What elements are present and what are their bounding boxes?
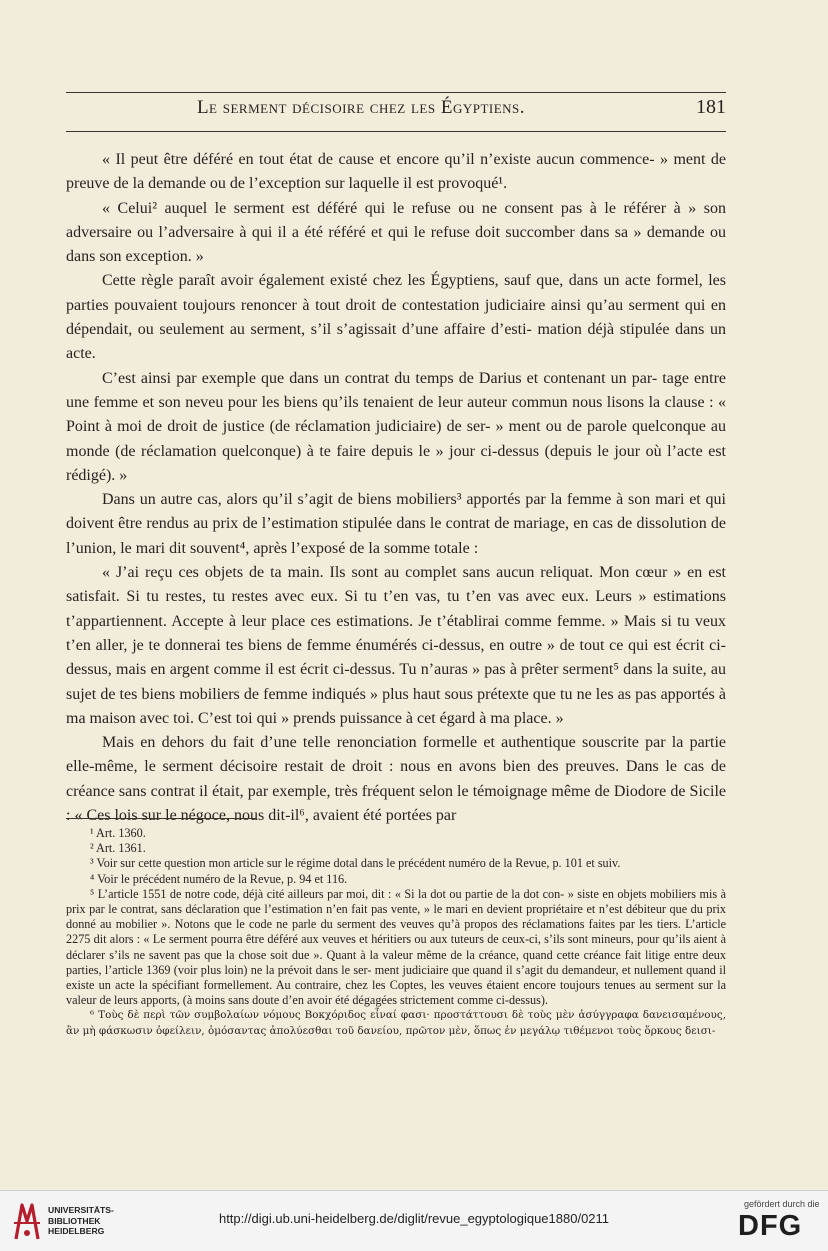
dfg-logo: DFG <box>738 1210 803 1242</box>
footnote-6: ⁶ Τοὺς δὲ περὶ τῶν συμβολαίων νόμους Βοκχόριδος εἶναί φασι· προστάττουσι δὲ τοὺς μὲν ἀσύγγραφα δανεισαμένους, ἂν μὴ φάσκωσιν ὀφείλειν, ὀμόσαντας ἀπολύεσθαι τοῦ δανείου, πρῶτον μὲν, ὅπως ἐν μεγάλῳ τιθέμενοι τοὺς ὅρκους δεισι- <box>66 1009 726 1037</box>
footnote-separator <box>66 818 256 819</box>
paragraph-7: Mais en dehors du fait d’une telle renonciation formelle et authentique souscrite par la partie elle-même, le serment décisoire restait de droit : nous en avons bien des preuves. Dans le cas de créance sans contrat il était, par exemple, très fréquent selon le témoignage même de Diodore de Sicile : « Ces lois sur le négoce, nous dit-il⁶, avaient été portées par <box>66 734 726 825</box>
header-top-rule <box>66 92 726 93</box>
footnote-3: ³ Voir sur cette question mon article sur le régime dotal dans le précédent numéro de la Revue, p. 101 et suiv. <box>90 856 621 871</box>
footnote-4: ⁴ Voir le précédent numéro de la Revue, p. 94 et 116. <box>90 871 348 886</box>
header-bottom-rule <box>66 131 726 132</box>
paragraph-4: C’est ainsi par exemple que dans un contrat du temps de Darius et contenant un par- tage entre une femme et son neveu pour les biens qu’ils tenaient de leur auteur commun nous lisons la clause : « Point à moi de droit de justice (de réclamation judiciaire) de ser- » ment ou de parole quelconque au monde (de réclamation quelconque) à te faire depuis le » jour ci-dessus (depuis le jour où l’acte est rédigé). » <box>66 369 726 484</box>
paragraph-6: « J’ai reçu ces objets de ta main. Ils sont au complet sans aucun reliquat. Mon cœur » en est satisfait. Si tu restes, tu restes avec eux. Si tu t’en vas, tu t’en vas avec eux. Leurs » estimations t’appartiennent. Accepte à leur place ces estimations. Je t’établirai comme femme. » Mais si tu veux t’en aller, je te donnerai tes biens de femme énumérés ci-dessus, en outre » de tout ce qui est écrit ci-dessus, mais en argent comme il est écrit ci-dessus. Tu n’auras » pas à prêter serment⁵ dans la suite, au sujet de tes biens mobiliers de femme indiqués » plus haut sous prétexte que tu ne les as pas apportés à ma maison avec toi. C’est toi qui » prends puissance à cet égard à ma place. » <box>66 564 726 727</box>
body-text <box>66 148 726 828</box>
permalink-url[interactable]: http://digi.ub.uni-heidelberg.de/diglit/revue_egyptologique1880/0211 <box>218 1211 610 1226</box>
footnote-1: ¹ Art. 1360. <box>90 826 146 840</box>
page-number: 181 <box>696 96 726 118</box>
footnote-2: ² Art. 1361. <box>90 841 146 856</box>
footnote-5: ⁵ L’article 1551 de notre code, déjà cité ailleurs par moi, dit : « Si la dot ou partie de la dot con- » siste en objets mobiliers mis à prix par le contrat, sans déclaration que l’estimation n’en fait pas vente, » le mari en devient propriétaire et n’est débiteur que du prix donné au mobilier ». Notons que le code ne parle du serment des veuves qu’à propos des réclamations faites par les tiers. L’article 2275 dit alors : « Le serment pourra être déféré aux veuves et héritiers ou aux tuteurs de ceux-ci, s’ils sont mineurs, pour qu’ils aient à déclarer s’ils ne savent pas que la chose soit due ». Quant à la valeur même de la créance, quand cette créance fait litige entre deux parties, l’article 1369 (voir plus loin) ne la prévoit dans le ser- ment judiciaire que quand il s’agit du demandeur, et nullement quand il existe un acte la spécifiant formellement. Au contraire, chez les Coptes, les veuves étaient encore toujours tenues au serment sur la valeur de leurs apports, (à moins sans doute d’en avoir été dégagées strictement comme ci-dessus). <box>66 886 726 1008</box>
paragraph-5: Dans un autre cas, alors qu’il s’agit de biens mobiliers³ apportés par la femme à son mari et qui doivent être rendus au prix de l’estimation stipulée dans le contrat de mariage, en cas de dissolution de l’union, le mari dit souvent⁴, après l’exposé de la somme totale : <box>66 491 726 557</box>
funding-caption: gefördert durch die <box>744 1199 820 1209</box>
footnotes <box>66 826 726 1039</box>
paragraph-1: « Il peut être déféré en tout état de cause et encore qu’il n’existe aucun commence- » ment de preuve de la demande ou de l’exception sur laquelle il est provoqué¹. <box>66 151 726 193</box>
paragraph-3: Cette règle paraît avoir également existé chez les Égyptiens, sauf que, dans un acte formel, les parties pouvaient toujours renoncer à tout droit de contestation judiciaire ainsi qu’au serment qui en dépendait, ou seulement au serment, s’il s’agissait d’une affaire d’esti- mation déjà stipulée dans un acte. <box>66 272 726 363</box>
library-name-line: HEIDELBERG <box>48 1226 105 1236</box>
paragraph-2: « Celui² auquel le serment est déféré qui le refuse ou ne consent pas à le référer à » son adversaire ou l’adversaire à qui il a été référé et qui le refuse doit succomber dans sa » demande ou dans son exception. » <box>66 199 726 266</box>
library-name-line: BIBLIOTHEK <box>48 1215 101 1226</box>
running-title: Le serment décisoire chez les Égyptiens. <box>196 97 526 118</box>
library-name-line: UNIVERSITÄTS- <box>48 1205 114 1215</box>
viewer-footer <box>0 1190 828 1251</box>
